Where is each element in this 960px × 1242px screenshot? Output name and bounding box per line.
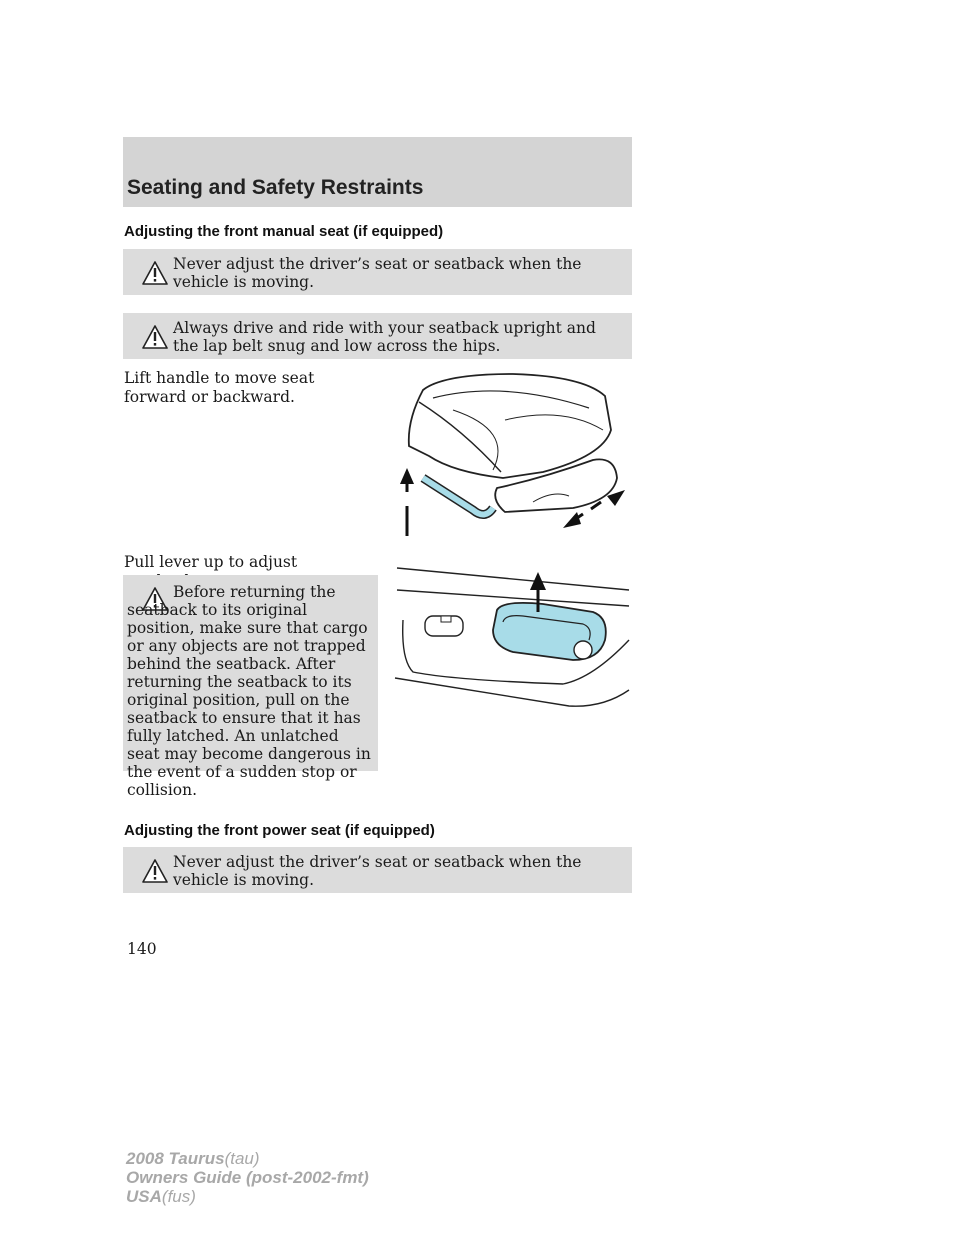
seat-slide-illustration bbox=[393, 360, 633, 540]
power-seat-heading: Adjusting the front power seat (if equipped) bbox=[124, 822, 435, 839]
instruction-text: Pull lever up to adjust bbox=[124, 553, 298, 571]
footer-model-code: (tau) bbox=[224, 1149, 260, 1168]
warning-triangle-icon bbox=[142, 261, 168, 285]
footer-model: 2008 Taurus bbox=[126, 1149, 225, 1168]
instruction-text: Lift handle to move seat forward or backward. bbox=[124, 369, 315, 406]
warning-box bbox=[123, 313, 632, 359]
manual-seat-heading: Adjusting the front manual seat (if equipped) bbox=[124, 223, 444, 240]
warning-text: Never adjust the driver’s seat or seatback when the vehicle is moving. bbox=[173, 255, 582, 291]
warning-triangle-icon bbox=[142, 325, 168, 349]
warning-text: Always drive and ride with your seatback upright and the lap belt snug and low across the hips. bbox=[173, 319, 596, 355]
warning-box bbox=[123, 249, 632, 295]
section-title: Seating and Safety Restraints bbox=[127, 176, 424, 199]
warning-box bbox=[123, 575, 378, 799]
footer-guide: Owners Guide (post-2002-fmt) bbox=[126, 1168, 369, 1187]
warning-box bbox=[123, 847, 632, 893]
page-number: 140 bbox=[127, 940, 157, 958]
document-footer bbox=[126, 1149, 369, 1206]
warning-triangle-icon bbox=[142, 859, 168, 883]
warning-text: Never adjust the driver’s seat or seatback when the vehicle is moving. bbox=[173, 853, 582, 889]
footer-market: USA bbox=[126, 1187, 162, 1206]
footer-market-code: (fus) bbox=[161, 1187, 196, 1206]
warning-text: Before returning the seatback to its original position, make sure that cargo or any objects are not trapped behind the seatback. After returning the seatback to its original position, pull on the seatback to ensure that it has fully latched. An unlatched seat may become dangerous in the event of a sudden stop or collision. bbox=[127, 583, 371, 799]
seatback-lever-illustration bbox=[393, 560, 633, 715]
